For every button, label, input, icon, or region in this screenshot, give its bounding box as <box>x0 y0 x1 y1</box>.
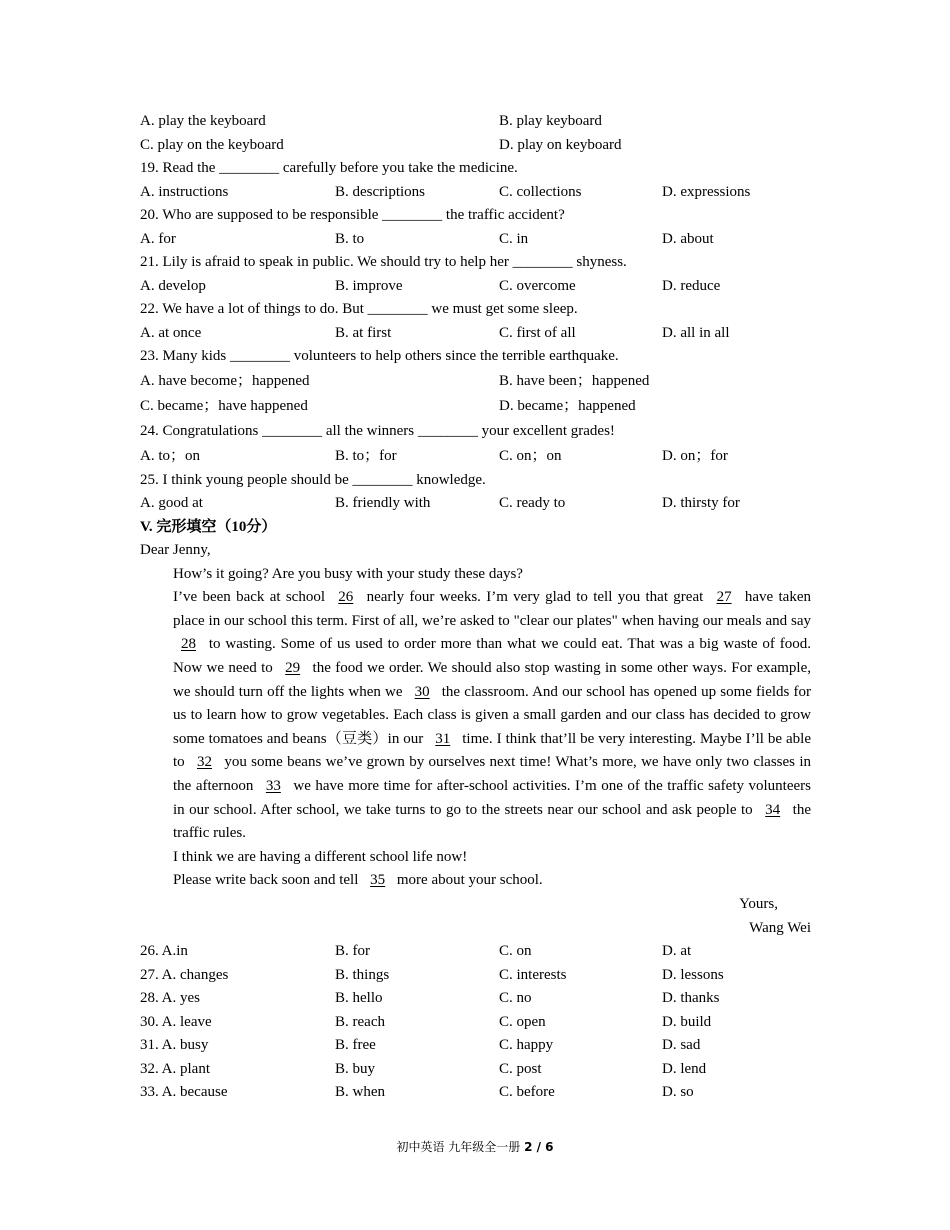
option: C. no <box>499 990 532 1007</box>
question-stem: 25. I think young people should be ________ knowledge. <box>140 471 486 488</box>
option: A. develop <box>140 277 206 294</box>
q18-options-row-1 <box>140 110 811 134</box>
blank-26: 26 <box>338 589 354 606</box>
option: D. about <box>662 230 714 247</box>
option: 31. A. busy <box>140 1037 209 1054</box>
option: D. became；happened <box>499 397 636 414</box>
letter-closing: Yours, <box>739 895 778 912</box>
options-row <box>140 322 811 346</box>
option: C. on；on <box>499 447 562 464</box>
options-row <box>140 275 811 299</box>
option: 26. A.in <box>140 943 188 960</box>
options-row <box>140 1034 811 1058</box>
option: C. happy <box>499 1037 554 1054</box>
letter-salutation: Dear Jenny, <box>140 542 211 558</box>
option: C. before <box>499 1084 555 1101</box>
q18-options-row-2 <box>140 134 811 158</box>
question-stem: 20. Who are supposed to be responsible ________ the traffic accident? <box>140 207 565 223</box>
option: D. thanks <box>662 990 720 1007</box>
option: 32. A. plant <box>140 1060 210 1077</box>
option: D. build <box>662 1013 712 1030</box>
option: B. friendly with <box>335 495 431 511</box>
option: D. on；for <box>662 447 728 464</box>
options-row <box>140 987 811 1011</box>
option: C. ready to <box>499 495 566 511</box>
options-row <box>140 369 811 394</box>
blank-29: 29 <box>285 659 301 676</box>
options-row <box>140 492 811 516</box>
option: 33. A. because <box>140 1084 228 1101</box>
option: D. at <box>662 943 692 960</box>
page-number: 2 / 6 <box>524 1140 554 1154</box>
question-stem: 19. Read the ________ carefully before you take the medicine. <box>140 160 518 176</box>
option: D. play on keyboard <box>499 136 622 153</box>
blank-32: 32 <box>197 754 212 771</box>
cloze-letter <box>140 539 811 940</box>
blank-28: 28 <box>181 636 196 653</box>
page-footer <box>0 1138 950 1155</box>
blank-35: 35 <box>370 872 386 889</box>
option: B. free <box>335 1037 376 1054</box>
option: 27. A. changes <box>140 966 229 983</box>
letter-signature: Wang Wei <box>749 919 811 936</box>
option: D. expressions <box>662 183 751 200</box>
letter-paragraph-4: Please write back soon and tell 35 more about your school. <box>140 869 811 893</box>
options-row <box>140 181 811 205</box>
question-stem: 21. Lily is afraid to speak in public. We should try to help her ________ shyness. <box>140 254 627 270</box>
option: B. to；for <box>335 447 397 464</box>
options-row <box>140 228 811 252</box>
option: C. in <box>499 230 529 247</box>
option: A. to；on <box>140 447 201 464</box>
option: C. first of all <box>499 324 576 341</box>
options-row <box>140 394 811 419</box>
option: C. on <box>499 943 532 960</box>
option: B. for <box>335 943 370 960</box>
option: B. buy <box>335 1060 376 1077</box>
option: D. so <box>662 1084 694 1101</box>
option: C. collections <box>499 183 582 200</box>
option: C. overcome <box>499 277 576 294</box>
options-row <box>140 940 811 964</box>
option: D. thirsty for <box>662 495 740 511</box>
blank-33: 33 <box>265 777 281 794</box>
option: C. open <box>499 1013 546 1030</box>
section-heading: V. 完形填空（10分） <box>140 518 277 535</box>
option: A. for <box>140 230 176 247</box>
option: B. hello <box>335 990 383 1007</box>
option: B. to <box>335 230 365 247</box>
option: B. when <box>335 1084 385 1101</box>
option: C. became；have happened <box>140 397 308 414</box>
option: A. play the keyboard <box>140 113 266 129</box>
option: A. good at <box>140 495 203 511</box>
question-stem: 22. We have a lot of things to do. But ________ we must get some sleep. <box>140 301 578 317</box>
blank-34: 34 <box>765 801 781 818</box>
cloze-options <box>140 940 811 1105</box>
options-row <box>140 1081 811 1105</box>
option: 30. A. leave <box>140 1013 212 1030</box>
question-stem: 23. Many kids ________ volunteers to help others since the terrible earthquake. <box>140 348 619 364</box>
question-stem: 24. Congratulations ________ all the winners ________ your excellent grades! <box>140 422 615 439</box>
blank-31: 31 <box>435 730 451 747</box>
option: B. play keyboard <box>499 113 602 129</box>
letter-paragraph-1: How’s it going? Are you busy with your study these days? <box>173 565 523 582</box>
option: C. interests <box>499 966 567 983</box>
option: B. have been；happened <box>499 372 650 389</box>
option: B. reach <box>335 1013 385 1030</box>
worksheet-page <box>140 110 811 1105</box>
footer-course: 初中英语 九年级全一册 <box>396 1140 525 1154</box>
options-row <box>140 964 811 988</box>
letter-paragraph-2: I’ve been back at school 26 nearly four weeks. I’m very glad to tell you that great 27 have taken place in our school this term. First of all, we’re asked to "clear our plates" when having our meals and say 28 to wasting. Some of us used to order more than what we could eat. That was a big waste of food. Now we need to 29 the food we order. We should also stop wasting in some other ways. For example, we should turn off the lights when we 30 the classroom. And our school has opened up some fields for us to learn how to grow vegetables. Each class is given a small garden and our class has decided to grow some tomatoes and beans（豆类）in our 31 time. I think that’ll be very interesting. Maybe I’ll be able to 32 you some beans we’ve grown by ourselves next time! What’s more, we have only two classes in the afternoon 33 we have more time for after-school activities. I’m one of the traffic safety volunteers in our school. After school, we take turns to go to the streets near our school and ask people to 34 the traffic rules. <box>140 586 811 846</box>
option: B. descriptions <box>335 183 425 200</box>
letter-signoff <box>140 893 811 940</box>
option: D. lessons <box>662 966 724 983</box>
options-row <box>140 1011 811 1035</box>
blank-27: 27 <box>716 589 732 606</box>
option: A. at once <box>140 324 202 341</box>
option: 28. A. yes <box>140 990 200 1007</box>
option: D. reduce <box>662 277 721 294</box>
letter-paragraph-3: I think we are having a different school life now! <box>173 848 468 865</box>
option: C. play on the keyboard <box>140 136 284 153</box>
option: B. improve <box>335 277 403 294</box>
options-row <box>140 444 811 469</box>
option: D. lend <box>662 1060 707 1077</box>
option: A. instructions <box>140 183 229 200</box>
option: B. things <box>335 966 390 983</box>
blank-30: 30 <box>414 683 430 700</box>
option: B. at first <box>335 324 392 341</box>
options-row <box>140 1058 811 1082</box>
option: D. sad <box>662 1037 701 1054</box>
option: C. post <box>499 1060 542 1077</box>
option: D. all in all <box>662 324 730 341</box>
option: A. have become；happened <box>140 372 310 389</box>
